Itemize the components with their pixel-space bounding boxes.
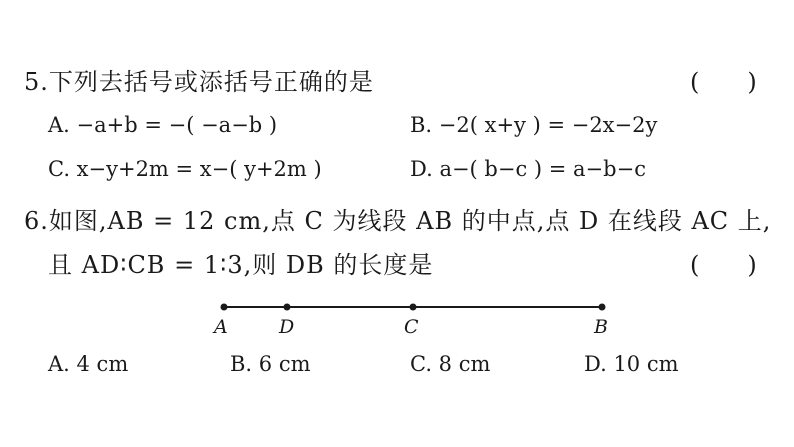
question-6-stem-line-2: 且 AD∶CB = 1∶3,则 DB 的长度是: [48, 251, 434, 279]
question-5-option-d: D. a−( b−c ) = a−b−c: [410, 157, 646, 181]
question-5-option-c: C. x−y+2m = x−( y+2m ): [48, 157, 322, 181]
question-6-option-b: B. 6 cm: [230, 352, 311, 376]
point-b-label: B: [594, 316, 608, 338]
point-a-label: A: [214, 316, 228, 338]
point-c-dot: [410, 304, 417, 311]
point-c-label: C: [404, 316, 419, 338]
point-a-dot: [221, 304, 228, 311]
question-6-option-a: A. 4 cm: [48, 352, 129, 376]
point-b-dot: [599, 304, 606, 311]
point-d-dot: [284, 304, 291, 311]
question-5-option-a: A. −a+b = −( −a−b ): [48, 113, 278, 137]
question-5-stem: 5.下列去括号或添括号正确的是: [24, 68, 374, 96]
question-6-answer-bracket: ( ): [690, 251, 757, 279]
question-6-stem-line-1: 6.如图,AB = 12 cm,点 C 为线段 AB 的中点,点 D 在线段 AC 上,: [24, 207, 772, 235]
question-5-option-b: B. −2( x+y ) = −2x−2y: [410, 113, 658, 137]
question-6-option-d: D. 10 cm: [584, 352, 679, 376]
question-5-answer-bracket: ( ): [690, 68, 757, 96]
point-d-label: D: [279, 316, 295, 338]
question-6-option-c: C. 8 cm: [410, 352, 491, 376]
